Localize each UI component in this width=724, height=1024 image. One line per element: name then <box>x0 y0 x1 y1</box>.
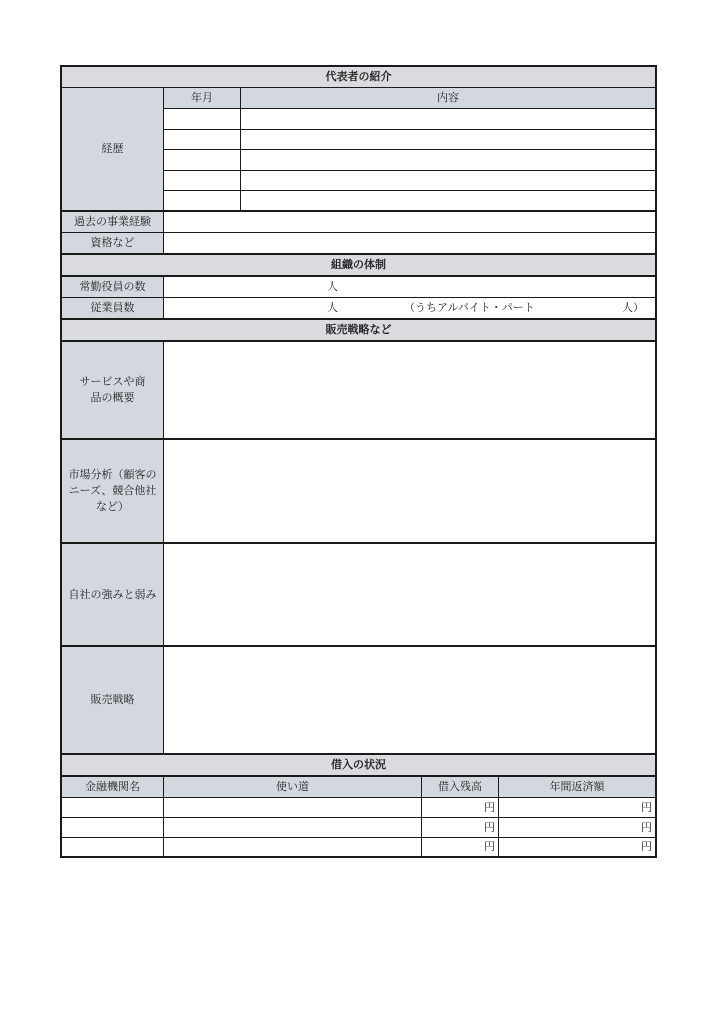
loan-institution-input[interactable] <box>62 838 163 856</box>
loan-balance-input[interactable] <box>422 798 498 817</box>
loan-balance-header: 借入残高 <box>422 777 498 797</box>
career-date-input[interactable] <box>164 191 240 211</box>
parttime-unit: 人） <box>622 301 644 315</box>
employees-label: 従業員数 <box>62 298 163 318</box>
yen-unit: 円 <box>484 840 495 854</box>
qualifications-input[interactable] <box>164 233 655 253</box>
career-date-header: 年月 <box>164 88 240 108</box>
loan-usage-header: 使い道 <box>164 777 421 797</box>
yen-unit: 円 <box>484 820 495 834</box>
employees-unit: 人 <box>327 301 338 315</box>
yen-unit: 円 <box>641 820 652 834</box>
parttime-prefix: （うちアルバイト・パート <box>404 301 535 315</box>
career-date-input[interactable] <box>164 130 240 149</box>
product-overview-label: サービスや商品の概要 <box>62 342 163 438</box>
past-experience-input[interactable] <box>164 212 655 232</box>
career-content-input[interactable] <box>241 171 655 190</box>
career-content-input[interactable] <box>241 150 655 170</box>
section-header-sales: 販売戦略など <box>62 320 655 340</box>
past-experience-label: 過去の事業経験 <box>62 212 163 232</box>
loan-usage-input[interactable] <box>164 798 421 817</box>
section-header-loans: 借入の状況 <box>62 755 655 775</box>
product-overview-input[interactable] <box>164 342 655 438</box>
employees-input[interactable] <box>164 298 655 318</box>
career-content-input[interactable] <box>241 130 655 149</box>
market-analysis-input[interactable] <box>164 440 655 542</box>
strengths-weaknesses-label: 自社の強みと弱み <box>62 544 163 645</box>
loan-repayment-header: 年間返済額 <box>499 777 655 797</box>
career-content-header: 内容 <box>241 88 655 108</box>
loan-repayment-input[interactable] <box>499 818 655 837</box>
section-header-organization: 組織の体制 <box>62 255 655 275</box>
career-label: 経歴 <box>62 88 163 210</box>
market-analysis-label: 市場分析（顧客のニーズ、競合他社など） <box>62 440 163 542</box>
yen-unit: 円 <box>484 800 495 814</box>
sales-strategy-input[interactable] <box>164 647 655 753</box>
loan-institution-input[interactable] <box>62 798 163 817</box>
loan-balance-input[interactable] <box>422 818 498 837</box>
section-header-representative: 代表者の紹介 <box>62 67 655 87</box>
career-date-input[interactable] <box>164 109 240 129</box>
loan-usage-input[interactable] <box>164 838 421 856</box>
yen-unit: 円 <box>641 840 652 854</box>
loan-repayment-input[interactable] <box>499 838 655 856</box>
career-content-input[interactable] <box>241 109 655 129</box>
loan-balance-input[interactable] <box>422 838 498 856</box>
officers-input[interactable] <box>164 277 655 297</box>
loan-repayment-input[interactable] <box>499 798 655 817</box>
officers-label: 常勤役員の数 <box>62 277 163 297</box>
officers-unit: 人 <box>327 280 338 294</box>
loan-institution-input[interactable] <box>62 818 163 837</box>
yen-unit: 円 <box>641 800 652 814</box>
career-date-input[interactable] <box>164 150 240 170</box>
career-date-input[interactable] <box>164 171 240 190</box>
sales-strategy-label: 販売戦略 <box>62 647 163 753</box>
loan-institution-header: 金融機関名 <box>62 777 163 797</box>
career-content-input[interactable] <box>241 191 655 211</box>
qualifications-label: 資格など <box>62 233 163 253</box>
business-plan-form <box>60 65 657 858</box>
loan-usage-input[interactable] <box>164 818 421 837</box>
strengths-weaknesses-input[interactable] <box>164 544 655 645</box>
